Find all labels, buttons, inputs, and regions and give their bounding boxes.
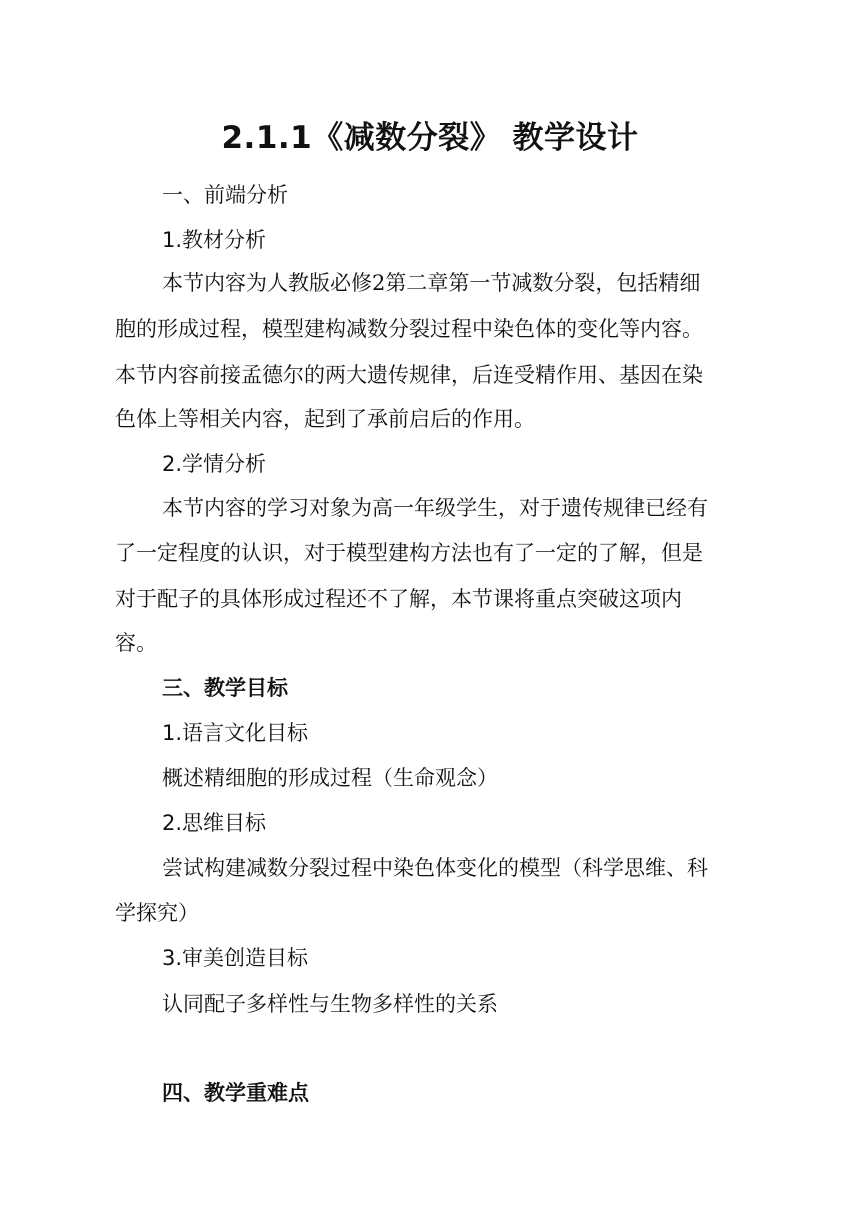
paragraph-line: 色体上等相关内容，起到了承前启后的作用。 <box>115 407 535 431</box>
paragraph-line: 学探究） <box>115 901 199 925</box>
paragraph-line: 了一定程度的认识，对于模型建构方法也有了一定的了解，但是 <box>115 541 703 565</box>
subheading-goal-thinking: 2.思维目标 <box>162 811 267 835</box>
paragraph-line: 概述精细胞的形成过程（生命观念） <box>162 766 498 790</box>
paragraph-line: 尝试构建减数分裂过程中染色体变化的模型（科学思维、科 <box>162 856 708 880</box>
section-heading-key-points: 四、教学重难点 <box>162 1081 309 1105</box>
paragraph-line: 认同配子多样性与生物多样性的关系 <box>162 992 498 1016</box>
page-title: 2.1.1《减数分裂》 教学设计 <box>221 120 639 156</box>
paragraph-line: 胞的形成过程，模型建构减数分裂过程中染色体的变化等内容。 <box>115 317 703 341</box>
paragraph-line: 本节内容的学习对象为高一年级学生，对于遗传规律已经有 <box>162 496 708 520</box>
paragraph-line: 本节内容前接孟德尔的两大遗传规律，后连受精作用、基因在染 <box>115 363 703 387</box>
subheading-goal-language: 1.语言文化目标 <box>162 721 309 745</box>
section-heading-frontend-analysis: 一、前端分析 <box>162 183 288 207</box>
subheading-goal-aesthetic: 3.审美创造目标 <box>162 946 309 970</box>
paragraph-line: 本节内容为人教版必修2第二章第一节减数分裂，包括精细 <box>162 271 701 295</box>
paragraph-line: 容。 <box>115 631 157 655</box>
section-heading-teaching-goals: 三、教学目标 <box>162 676 288 700</box>
subheading-textbook-analysis: 1.教材分析 <box>162 228 267 252</box>
subheading-student-analysis: 2.学情分析 <box>162 452 267 476</box>
paragraph-line: 对于配子的具体形成过程还不了解，本节课将重点突破这项内 <box>115 587 682 611</box>
